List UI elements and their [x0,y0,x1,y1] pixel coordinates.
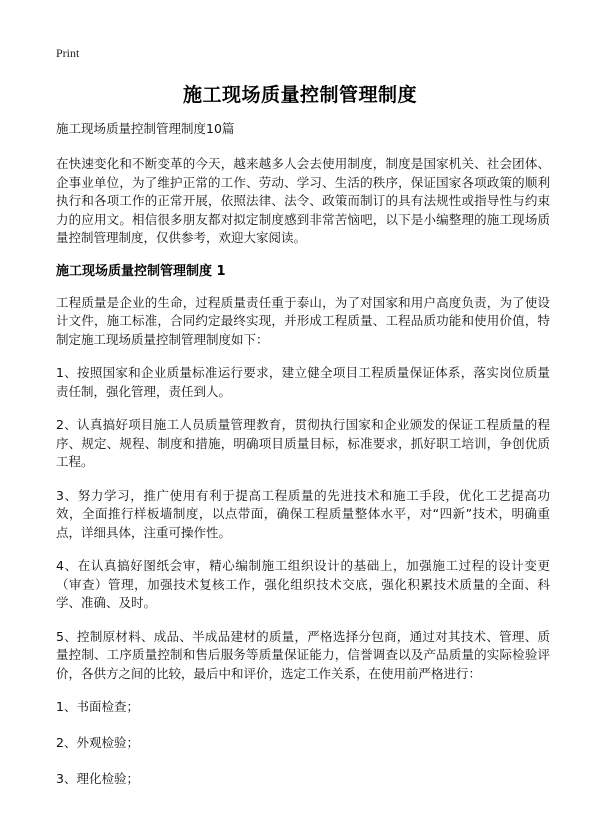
list-item: 3、努力学习，推广使用有利于提高工程质量的先进技术和施工手段，优化工艺提高功效，全面推行样板墙制度，以点带面，确保工程质量整体水平，对“四新”技术，明确重点，详细具体，注重可操作性。 [56,487,550,540]
list-item: 2、认真搞好项目施工人员质量管理教育，贯彻执行国家和企业颁发的保证工程质量的程序、规定、规程、制度和措施，明确项目质量目标，标准要求，抓好职工培训，争创优质工程。 [56,417,550,469]
list-item: 5、控制原材料、成品、半成品建材的质量，严格选择分包商，通过对其技术、管理、质量控制、工序质量控制和售后服务等质量保证能力，信誉调查以及产品质量的实际检验评价，各供方之间的比较，最后中和评价，选定工作关系，在使用前严格进行： [56,628,550,681]
document-title: 施工现场质量控制管理制度 [182,84,417,106]
print-label[interactable]: Print [56,46,80,60]
sub-list-item: 2、外观检验； [56,735,139,750]
section-heading: 施工现场质量控制管理制度 1 [56,263,226,279]
sub-list-item: 3、理化检验； [56,771,139,786]
list-item: 4、在认真搞好图纸会审，精心编制施工组织设计的基础上，加强施工过程的设计变更（审查）管理，加强技术复核工作，强化组织技术交底，强化积累技术质量的全面、科学、准确、及时。 [56,558,550,610]
intro-paragraph: 在快速变化和不断变革的今天，越来越多人会去使用制度，制度是国家机关、社会团体、企事业单位，为了维护正常的工作、劳动、学习、生活的秩序，保证国家各项政策的顺利执行和各项工作的正常开展，依照法律、法令、政策而制订的具有法规性或指导性与约束力的应用文。相信很多朋友都对拟定制度感到非常苦恼吧，以下是小编整理的施工现场质量控制管理制度，仅供参考，欢迎大家阅读。 [56,156,550,245]
document-subtitle: 施工现场质量控制管理制度10篇 [56,121,235,136]
section-lead-paragraph: 工程质量是企业的生命，过程质量责任重于泰山，为了对国家和用户高度负责，为了使设计文件，施工标准，合同约定最终实现，并形成工程质量、工程品质功能和使用价值，特制定施工现场质量控制管理制度如下： [56,294,550,347]
list-item: 1、按照国家和企业质量标准运行要求，建立健全项目工程质量保证体系，落实岗位质量责任制，强化管理，责任到人。 [56,365,550,399]
sub-list-item: 1、书面检查； [56,699,139,714]
document-body [56,120,550,806]
